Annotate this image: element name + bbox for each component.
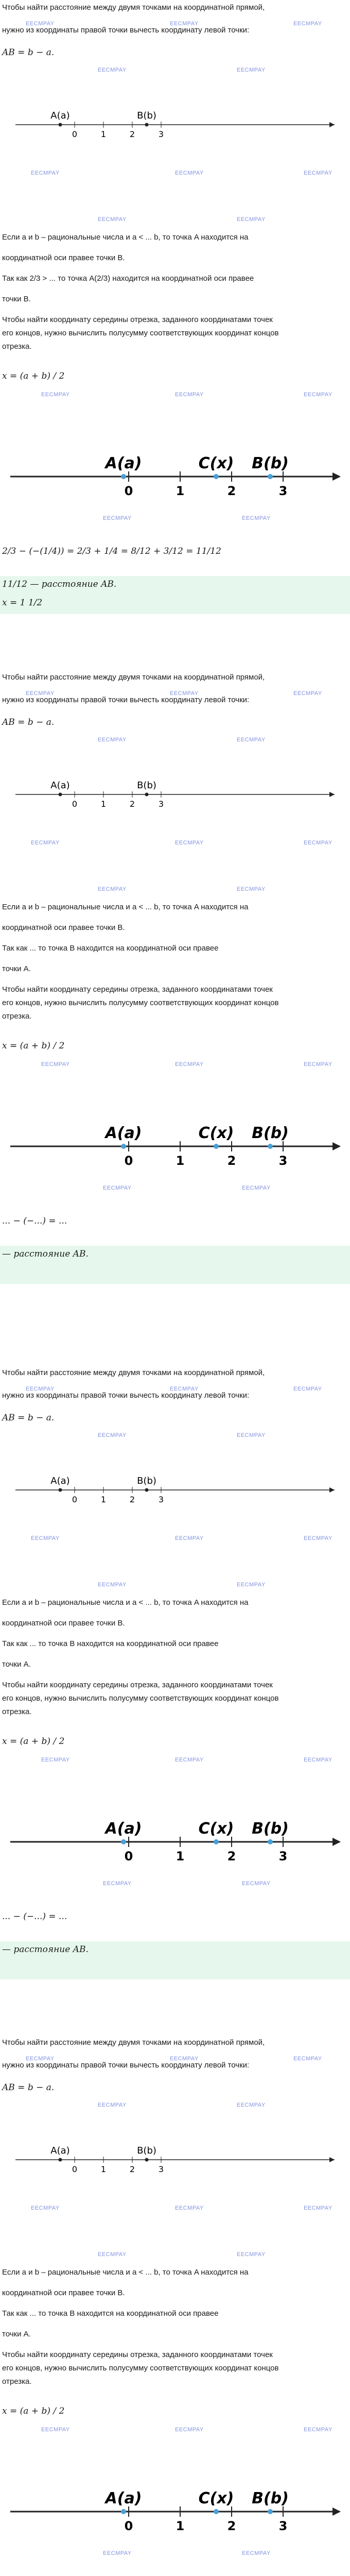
watermark-text: EECMPAY [175,1757,204,1763]
watermark-text: EECMPAY [175,1061,204,1067]
watermark-text: EECMPAY [98,216,127,223]
point-label-c: C(x) [198,2489,234,2507]
tick-label: 2 [227,2519,236,2533]
watermark-text: EECMPAY [304,840,332,846]
point-b [145,793,149,796]
watermark-text: EECMPAY [293,2056,322,2062]
point-a [121,1144,126,1149]
tick-label: 3 [278,1154,288,1168]
point-label-a: A(a) [105,1124,142,1142]
comparison-line: Так как ... то точка B находится на координатной оси правее [2,1639,219,1648]
axis-arrow-icon [329,122,335,127]
watermark-text: EECMPAY [175,840,204,846]
midpoint-line-3: отрезка. [2,2377,32,2386]
watermark-text: EECMPAY [237,1432,266,1438]
midpoint-line-3: отрезка. [2,1707,32,1716]
point-label-b: B(b) [252,2489,289,2507]
point-label-c: C(x) [198,1124,234,1142]
tick-label: 3 [158,1495,164,1504]
comparison-line-2: точки A. [2,964,31,973]
midpoint-formula: x = (a + b) / 2 [2,371,65,381]
watermark-text: EECMPAY [304,170,332,176]
axis-arrow-icon [332,1838,341,1846]
axis-arrow-icon [332,1142,341,1150]
watermark-text: EECMPAY [237,67,266,73]
watermark-text: EECMPAY [175,2427,204,2433]
midpoint-line-2: его концов, нужно вычислить полусумму соответствующих координат концов [2,1694,279,1703]
point-b [268,474,273,479]
point-label-a: A(a) [105,454,142,472]
tick-label: 0 [124,2519,133,2533]
watermark-text: EECMPAY [98,2251,127,2258]
tick-label: 2 [129,799,135,809]
tick-label: 2 [129,129,135,139]
tick-label: 0 [124,1849,133,1863]
number-line-small [0,103,350,149]
comparison-line-2: точки B. [2,295,31,303]
midpoint-line: Чтобы найти координату середины отрезка, заданного координатами точек [2,1681,273,1689]
axis-arrow-icon [329,2157,335,2162]
condition-line-2: координатной оси правее точки B. [2,253,125,262]
midpoint-line-2: его концов, нужно вычислить полусумму соответствующих координат концов [2,998,279,1007]
number-line-large [0,1118,350,1175]
watermark-text: EECMPAY [26,1386,55,1392]
tick-label: 1 [176,484,185,498]
tick-label: 0 [124,484,133,498]
comparison-line: Так как 2/3 > ... то точка A(2/3) находится на координатной оси правее [2,274,254,283]
watermark-text: EECMPAY [242,1880,271,1887]
point-c [214,1144,219,1149]
tick-label: 0 [124,1154,133,1168]
point-a [59,123,62,127]
tick-label: 2 [227,1849,236,1863]
watermark-text: EECMPAY [237,886,266,892]
tick-label: 3 [158,2164,164,2174]
point-c [214,2509,219,2514]
watermark-text: EECMPAY [304,1535,332,1541]
point-a [121,1839,126,1844]
watermark-text: EECMPAY [170,21,199,27]
watermark-text: EECMPAY [304,1061,332,1067]
tick-label: 3 [278,484,288,498]
point-b [268,2509,273,2514]
point-label-c: C(x) [198,454,234,472]
comparison-line: Так как ... то точка B находится на координатной оси правее [2,2309,219,2318]
condition-line: Если a и b – рациональные числа и a < ... b, то точка A находится на [2,2268,249,2277]
tick-label: 2 [227,1154,236,1168]
watermark-text: EECMPAY [98,737,127,743]
condition-line: Если a и b – рациональные числа и a < ... b, то точка A находится на [2,903,249,911]
point-label-a: A(a) [50,2145,70,2156]
watermark-text: EECMPAY [103,2550,132,2556]
point-b [268,1144,273,1149]
watermark-text: EECMPAY [41,392,70,398]
point-b [145,1488,149,1492]
point-label-a: A(a) [50,110,70,121]
watermark-text: EECMPAY [293,21,322,27]
number-line-large [0,1814,350,1870]
point-label-b: B(b) [252,1820,289,1838]
tick-label: 3 [158,129,164,139]
point-c [214,1839,219,1844]
midpoint-line: Чтобы найти координату середины отрезка, заданного координатами точек [2,315,273,324]
watermark-text: EECMPAY [31,170,60,176]
distance-calculation: ... − (−...) = ... [2,1911,67,1922]
watermark-text: EECMPAY [242,515,271,521]
watermark-text: EECMPAY [237,1582,266,1588]
intro-line: Чтобы найти расстояние между двумя точками на координатной прямой, [2,1368,265,1377]
watermark-text: EECMPAY [237,216,266,223]
watermark-text: EECMPAY [237,2102,266,2108]
watermark-text: EECMPAY [98,886,127,892]
point-label-b: B(b) [137,780,156,791]
point-label-b: B(b) [137,110,156,121]
watermark-text: EECMPAY [242,2550,271,2556]
number-line-small [0,1468,350,1515]
condition-line-2: координатной оси правее точки B. [2,2289,125,2297]
distance-answer: — расстояние AB. [2,1944,89,1955]
midpoint-line: Чтобы найти координату середины отрезка, заданного координатами точек [2,985,273,994]
watermark-text: EECMPAY [98,1432,127,1438]
midpoint-formula: x = (a + b) / 2 [2,1041,65,1051]
watermark-text: EECMPAY [304,2427,332,2433]
watermark-text: EECMPAY [304,1757,332,1763]
tick-label: 0 [72,1495,78,1504]
number-line-large [0,2483,350,2540]
watermark-text: EECMPAY [31,840,60,846]
axis-arrow-icon [329,1487,335,1493]
comparison-line-2: точки A. [2,1660,31,1669]
intro-line: Чтобы найти расстояние между двумя точками на координатной прямой, [2,2038,265,2047]
midpoint-line: Чтобы найти координату середины отрезка, заданного координатами точек [2,2350,273,2359]
watermark-text: EECMPAY [170,690,199,697]
point-label-b: B(b) [137,2145,156,2156]
axis-arrow-icon [332,472,341,481]
point-a [59,793,62,796]
point-label-c: C(x) [198,1820,234,1838]
intro-line-2: нужно из координаты правой точки вычесть координату левой точки: [2,26,250,35]
watermark-text: EECMPAY [237,2251,266,2258]
point-b [145,123,149,127]
point-b [268,1839,273,1844]
watermark-text: EECMPAY [304,2205,332,2211]
midpoint-formula: x = (a + b) / 2 [2,2406,65,2416]
point-label-a: A(a) [50,1476,70,1486]
watermark-text: EECMPAY [26,2056,55,2062]
point-label-a: A(a) [105,1820,142,1838]
watermark-text: EECMPAY [242,1185,271,1191]
point-label-b: B(b) [252,1124,289,1142]
watermark-text: EECMPAY [304,392,332,398]
tick-label: 0 [72,799,78,809]
point-label-b: B(b) [252,454,289,472]
distance-answer: 11/12 — расстояние AB. [2,579,117,589]
tick-label: 1 [176,1849,185,1863]
watermark-text: EECMPAY [293,690,322,697]
watermark-text: EECMPAY [175,392,204,398]
axis-arrow-icon [332,2507,341,2516]
point-a [121,474,126,479]
tick-label: 1 [100,129,107,139]
tick-label: 1 [176,2519,185,2533]
tick-label: 0 [72,2164,78,2174]
tick-label: 3 [278,1849,288,1863]
number-line-small [0,2138,350,2184]
watermark-text: EECMPAY [98,67,127,73]
watermark-text: EECMPAY [41,1757,70,1763]
comparison-line: Так как ... то точка B находится на координатной оси правее [2,944,219,953]
midpoint-line-3: отрезка. [2,342,32,351]
tick-label: 1 [100,1495,107,1504]
distance-formula: AB = b − a. [2,2082,55,2093]
intro-line: Чтобы найти расстояние между двумя точками на координатной прямой, [2,673,265,682]
tick-label: 0 [72,129,78,139]
midpoint-line-2: его концов, нужно вычислить полусумму соответствующих координат концов [2,2364,279,2372]
intro-line-2: нужно из координаты правой точки вычесть координату левой точки: [2,696,250,704]
condition-line-2: координатной оси правее точки B. [2,923,125,932]
watermark-text: EECMPAY [31,2205,60,2211]
distance-calculation: ... − (−...) = ... [2,1216,67,1226]
tick-label: 2 [129,2164,135,2174]
watermark-text: EECMPAY [41,1061,70,1067]
distance-calculation: 2/3 − (−(1/4)) = 2/3 + 1/4 = 8/12 + 3/12 = 11/12 [2,546,221,556]
distance-formula: AB = b − a. [2,47,55,58]
comparison-line-2: точки A. [2,2330,31,2338]
watermark-text: EECMPAY [103,515,132,521]
watermark-text: EECMPAY [175,1535,204,1541]
intro-line-2: нужно из координаты правой точки вычесть координату левой точки: [2,2061,250,2070]
watermark-text: EECMPAY [170,2056,199,2062]
watermark-text: EECMPAY [26,21,55,27]
point-a [121,2509,126,2514]
midpoint-line-3: отрезка. [2,1012,32,1021]
midpoint-line-2: его концов, нужно вычислить полусумму соответствующих координат концов [2,329,279,337]
watermark-text: EECMPAY [26,690,55,697]
watermark-text: EECMPAY [41,2427,70,2433]
point-label-a: A(a) [50,780,70,791]
distance-answer: — расстояние AB. [2,1249,89,1259]
tick-label: 3 [278,2519,288,2533]
distance-formula: AB = b − a. [2,717,55,727]
tick-label: 1 [100,2164,107,2174]
point-a [59,2158,62,2162]
midpoint-answer: x = 1 1/2 [2,598,43,608]
point-a [59,1488,62,1492]
point-b [145,2158,149,2162]
number-line-small [0,773,350,819]
condition-line: Если a и b – рациональные числа и a < ... b, то точка A находится на [2,1598,249,1607]
condition-line-2: координатной оси правее точки B. [2,1619,125,1628]
midpoint-formula: x = (a + b) / 2 [2,1736,65,1747]
watermark-text: EECMPAY [237,737,266,743]
point-label-a: A(a) [105,2489,142,2507]
tick-label: 1 [176,1154,185,1168]
watermark-text: EECMPAY [103,1185,132,1191]
intro-line-2: нужно из координаты правой точки вычесть координату левой точки: [2,1391,250,1400]
point-c [214,474,219,479]
intro-line: Чтобы найти расстояние между двумя точками на координатной прямой, [2,3,265,12]
watermark-text: EECMPAY [98,2102,127,2108]
number-line-large [0,448,350,505]
watermark-text: EECMPAY [103,1880,132,1887]
tick-label: 1 [100,799,107,809]
tick-label: 2 [227,484,236,498]
axis-arrow-icon [329,792,335,797]
point-label-b: B(b) [137,1476,156,1486]
watermark-text: EECMPAY [175,170,204,176]
watermark-text: EECMPAY [175,2205,204,2211]
watermark-text: EECMPAY [98,1582,127,1588]
distance-formula: AB = b − a. [2,1413,55,1423]
condition-line: Если a и b – рациональные числа и a < ... b, то точка A находится на [2,233,249,242]
tick-label: 3 [158,799,164,809]
tick-label: 2 [129,1495,135,1504]
watermark-text: EECMPAY [170,1386,199,1392]
watermark-text: EECMPAY [31,1535,60,1541]
watermark-text: EECMPAY [293,1386,322,1392]
